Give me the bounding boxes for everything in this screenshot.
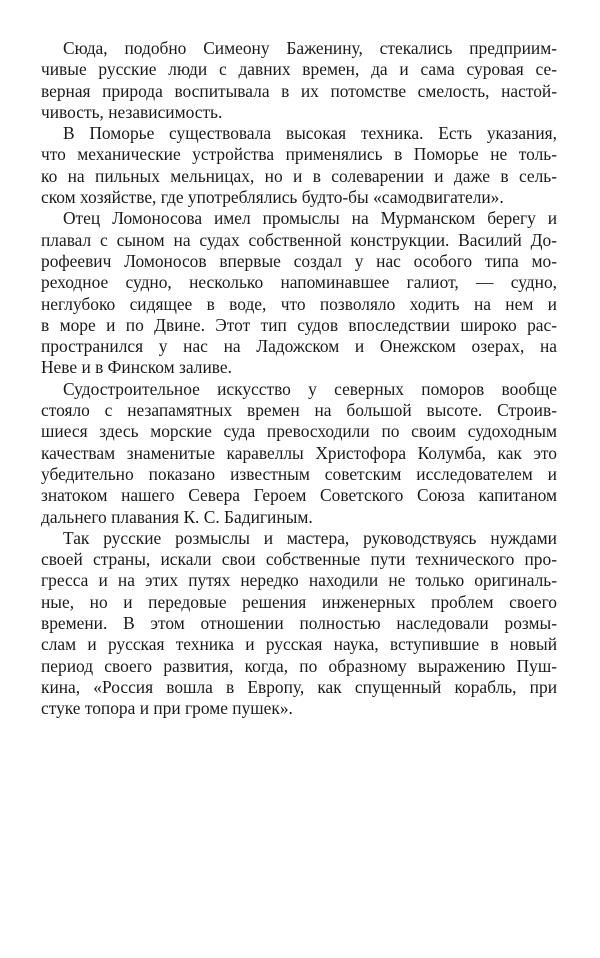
text-line: дальнего плавания К. С. Бадигиным. bbox=[41, 506, 313, 527]
text-line: период своего развития, когда, по образному выражению Пуш- bbox=[41, 655, 557, 676]
text-line: кина, «Россия вошла в Европу, как спущенный корабль, при bbox=[41, 676, 557, 697]
document-page bbox=[41, 38, 557, 720]
text-line: что механические устройства применялись в Поморье не толь- bbox=[41, 144, 557, 165]
text-line: Судостроительное искусство у северных поморов вообще bbox=[63, 378, 557, 399]
paragraph-4 bbox=[41, 379, 557, 528]
text-line: рофеевич Ломоносов впервые создал у нас особого типа мо- bbox=[41, 250, 557, 271]
text-line: своей страны, искали свои собственные пути технического про- bbox=[41, 549, 557, 570]
text-line: Неве и в Финском заливе. bbox=[41, 357, 232, 378]
text-line: ко на пильных мельницах, но и в солеварении и даже в сель- bbox=[41, 165, 557, 186]
text-line: плавал с сыном на судах собственной конструкции. Василий До- bbox=[41, 229, 557, 250]
text-line: верная природа воспитывала в их потомстве смелость, настой- bbox=[41, 80, 557, 101]
text-line: чивость, независимость. bbox=[41, 101, 223, 122]
text-line: стуке топора и при громе пушек». bbox=[41, 698, 293, 719]
text-line: ском хозяйстве, где употреблялись будто-бы «самодвигатели». bbox=[41, 187, 504, 208]
text-line: Отец Ломоносова имел промыслы на Мурманском берегу и bbox=[63, 208, 557, 229]
text-line: стояло с незапамятных времен на большой высоте. Строив- bbox=[41, 400, 557, 421]
text-line: Сюда, подобно Симеону Баженину, стекались предприим- bbox=[63, 38, 557, 58]
paragraph-5 bbox=[41, 528, 557, 720]
text-line: Так русские розмыслы и мастера, руководствуясь нуждами bbox=[63, 527, 557, 548]
text-line: знатоком нашего Севера Героем Советского Союза капитаном bbox=[41, 485, 557, 506]
text-line: качествам знаменитые каравеллы Христофора Колумба, как это bbox=[41, 442, 557, 463]
text-line: шиеся здесь морские суда превосходили по своим судоходным bbox=[41, 421, 557, 442]
text-line: гресса и на этих путях нередко находили не только оригиналь- bbox=[41, 570, 557, 591]
text-line: чивые русские люди с давних времен, да и сама суровая се- bbox=[41, 59, 557, 80]
text-line: В Поморье существовала высокая техника. Есть указания, bbox=[63, 123, 557, 144]
paragraph-1 bbox=[41, 38, 557, 123]
text-line: неглубоко сидящее в воде, что позволяло ходить на нем и bbox=[41, 293, 557, 314]
text-line: реходное судно, несколько напоминавшее галиот, — судно, bbox=[41, 272, 557, 293]
text-line: слам и русская техника и русская наука, вступившие в новый bbox=[41, 634, 557, 655]
text-line: ные, но и передовые решения инженерных проблем своего bbox=[41, 591, 557, 612]
paragraph-3 bbox=[41, 208, 557, 378]
text-line: в море и по Двине. Этот тип судов впоследствии широко рас- bbox=[41, 314, 557, 335]
text-line: пространился у нас на Ладожском и Онежском озерах, на bbox=[41, 336, 557, 357]
text-line: времени. В этом отношении полностью наследовали розмы- bbox=[41, 613, 557, 634]
text-line: убедительно показано известным советским исследователем и bbox=[41, 463, 557, 484]
paragraph-2 bbox=[41, 123, 557, 208]
